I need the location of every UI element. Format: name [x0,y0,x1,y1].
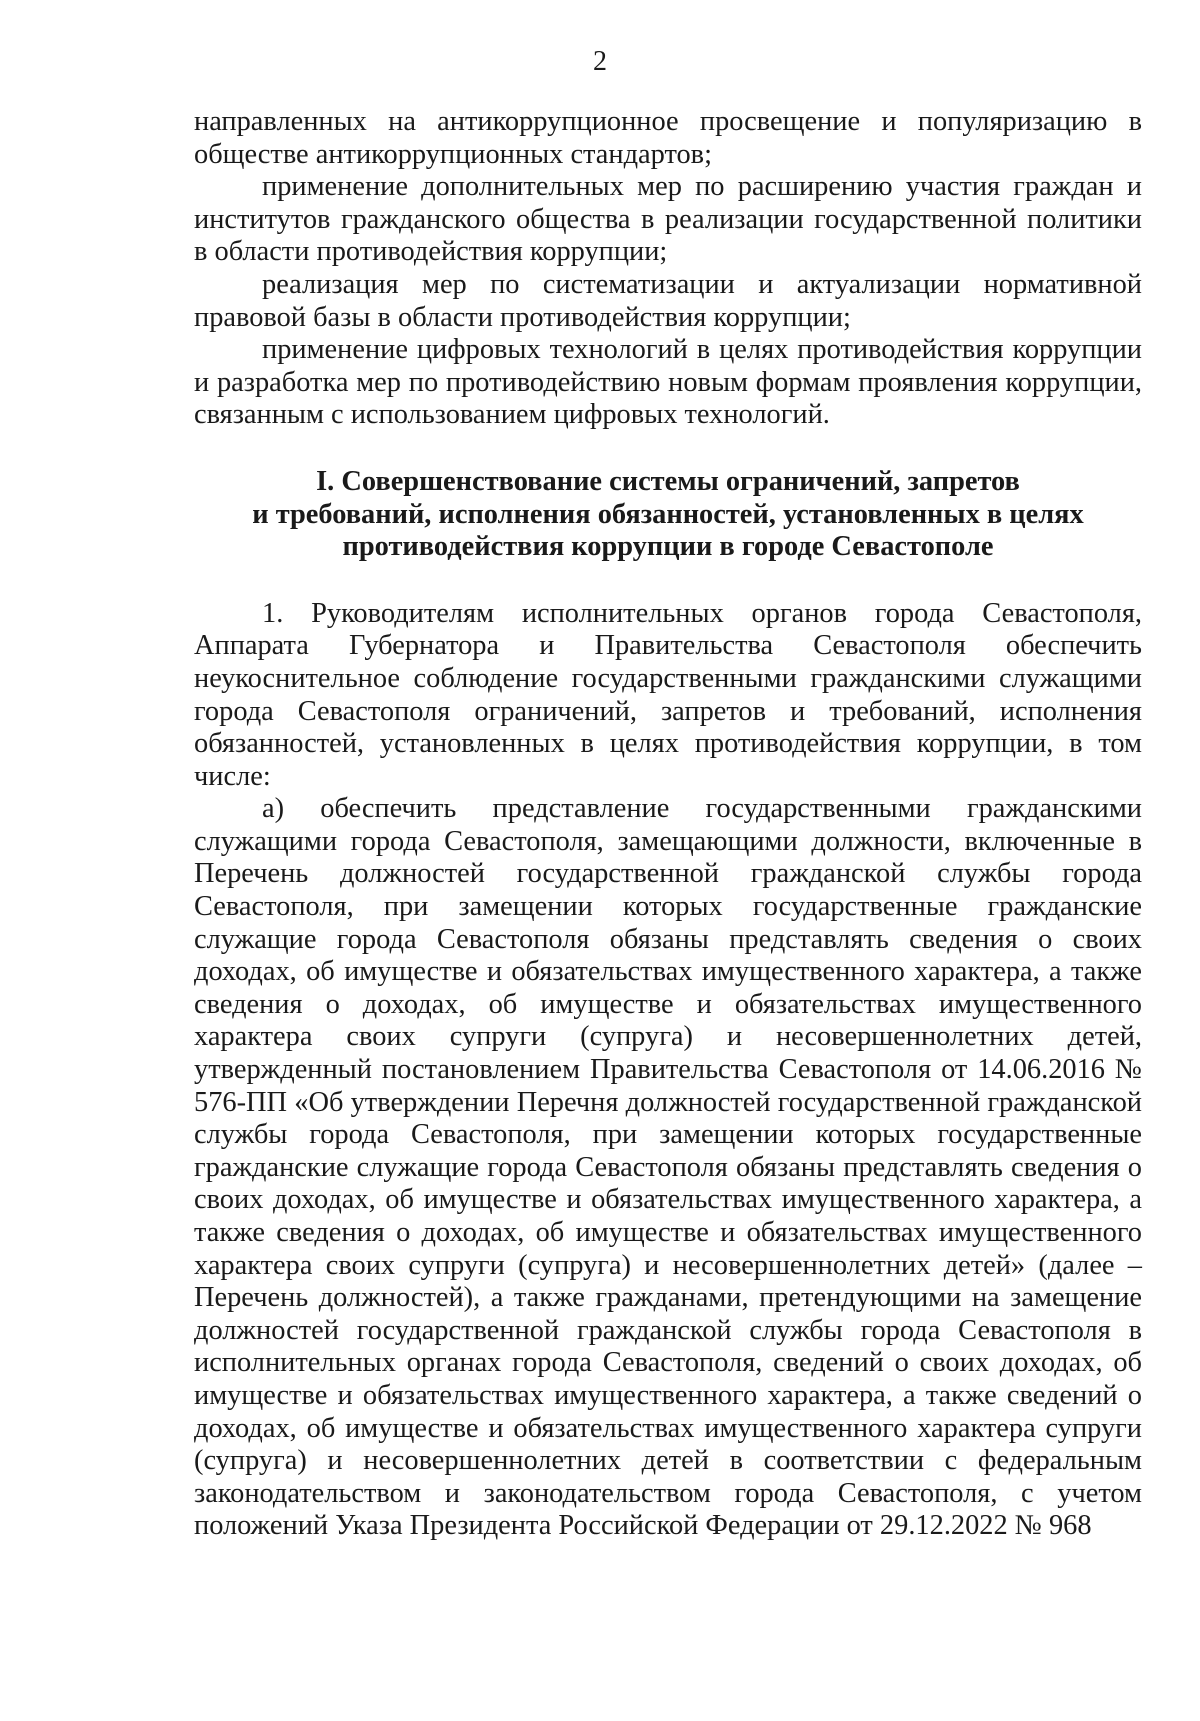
section-title-line: и требований, исполнения обязанностей, установленных в целях [252,498,1084,530]
paragraph-item-1: 1. Руководителям исполнительных органов города Севастополя, Аппарата Губернатора и Правительства Севастополя обеспечить неукоснительное соблюдение государственными гражданскими служащими города Севастополя ограничений, запретов и требований, исполнения обязанностей, установленных в целях противодействия коррупции, в том числе: [194,597,1142,792]
paragraph: применение цифровых технологий в целях противодействия коррупции и разработка мер по противодействию новым формам проявления коррупции, связанным с использованием цифровых технологий. [194,334,1142,431]
paragraph-item-1a: а) обеспечить представление государственными гражданскими служащими города Севастополя, замещающими должности, включенные в Перечень должностей государственной гражданской службы города Севастополя, при замещении которых государственные гражданские служащие города Севастополя обязаны представлять сведения о своих доходах, об имуществе и обязательствах имущественного характера, а также сведения о доходах, об имуществе и обязательствах имущественного характера своих супруги (супруга) и несовершеннолетних детей, утвержденный постановлением Правительства Севастополя от 14.06.2016 № 576-ПП «Об утверждении Перечня должностей государственной гражданской службы города Севастополя, при замещении которых государственные гражданские служащие города Севастополя обязаны представлять сведения о своих доходах, об имуществе и обязательствах имущественного характера, а также сведения о доходах, об имуществе и обязательствах имущественного характера своих супруги (супруга) и несовершеннолетних детей» (далее – Перечень должностей), а также гражданами, претендующими на замещение должностей государственной гражданской службы города Севастополя в исполнительных органах города Севастополя, сведений о своих доходах, об имуществе и обязательствах имущественного характера, а также сведений о доходах, об имуществе и обязательствах имущественного характера супруги (супруга) и несовершеннолетних детей в соответствии с федеральным законодательством и законодательством города Севастополя, с учетом положений Указа Президента Российской Федерации от 29.12.2022 № 968 [194,793,1142,1542]
section-title-line: противодействия коррупции в городе Севастополе [342,531,994,563]
paragraph: реализация мер по систематизации и актуализации нормативной правовой базы в области противодействия коррупции; [194,268,1142,333]
section-title [194,466,1142,564]
section-title-line: I. Совершенствование системы ограничений, запретов [316,465,1020,497]
page-number: 2 [593,46,607,77]
paragraph: применение дополнительных мер по расширению участия граждан и институтов гражданского общества в реализации государственной политики в области противодействия коррупции; [194,171,1142,268]
paragraph-continuation: направленных на антикоррупционное просвещение и популяризацию в обществе антикоррупционных стандартов; [194,106,1142,170]
document-body [194,106,1142,1543]
